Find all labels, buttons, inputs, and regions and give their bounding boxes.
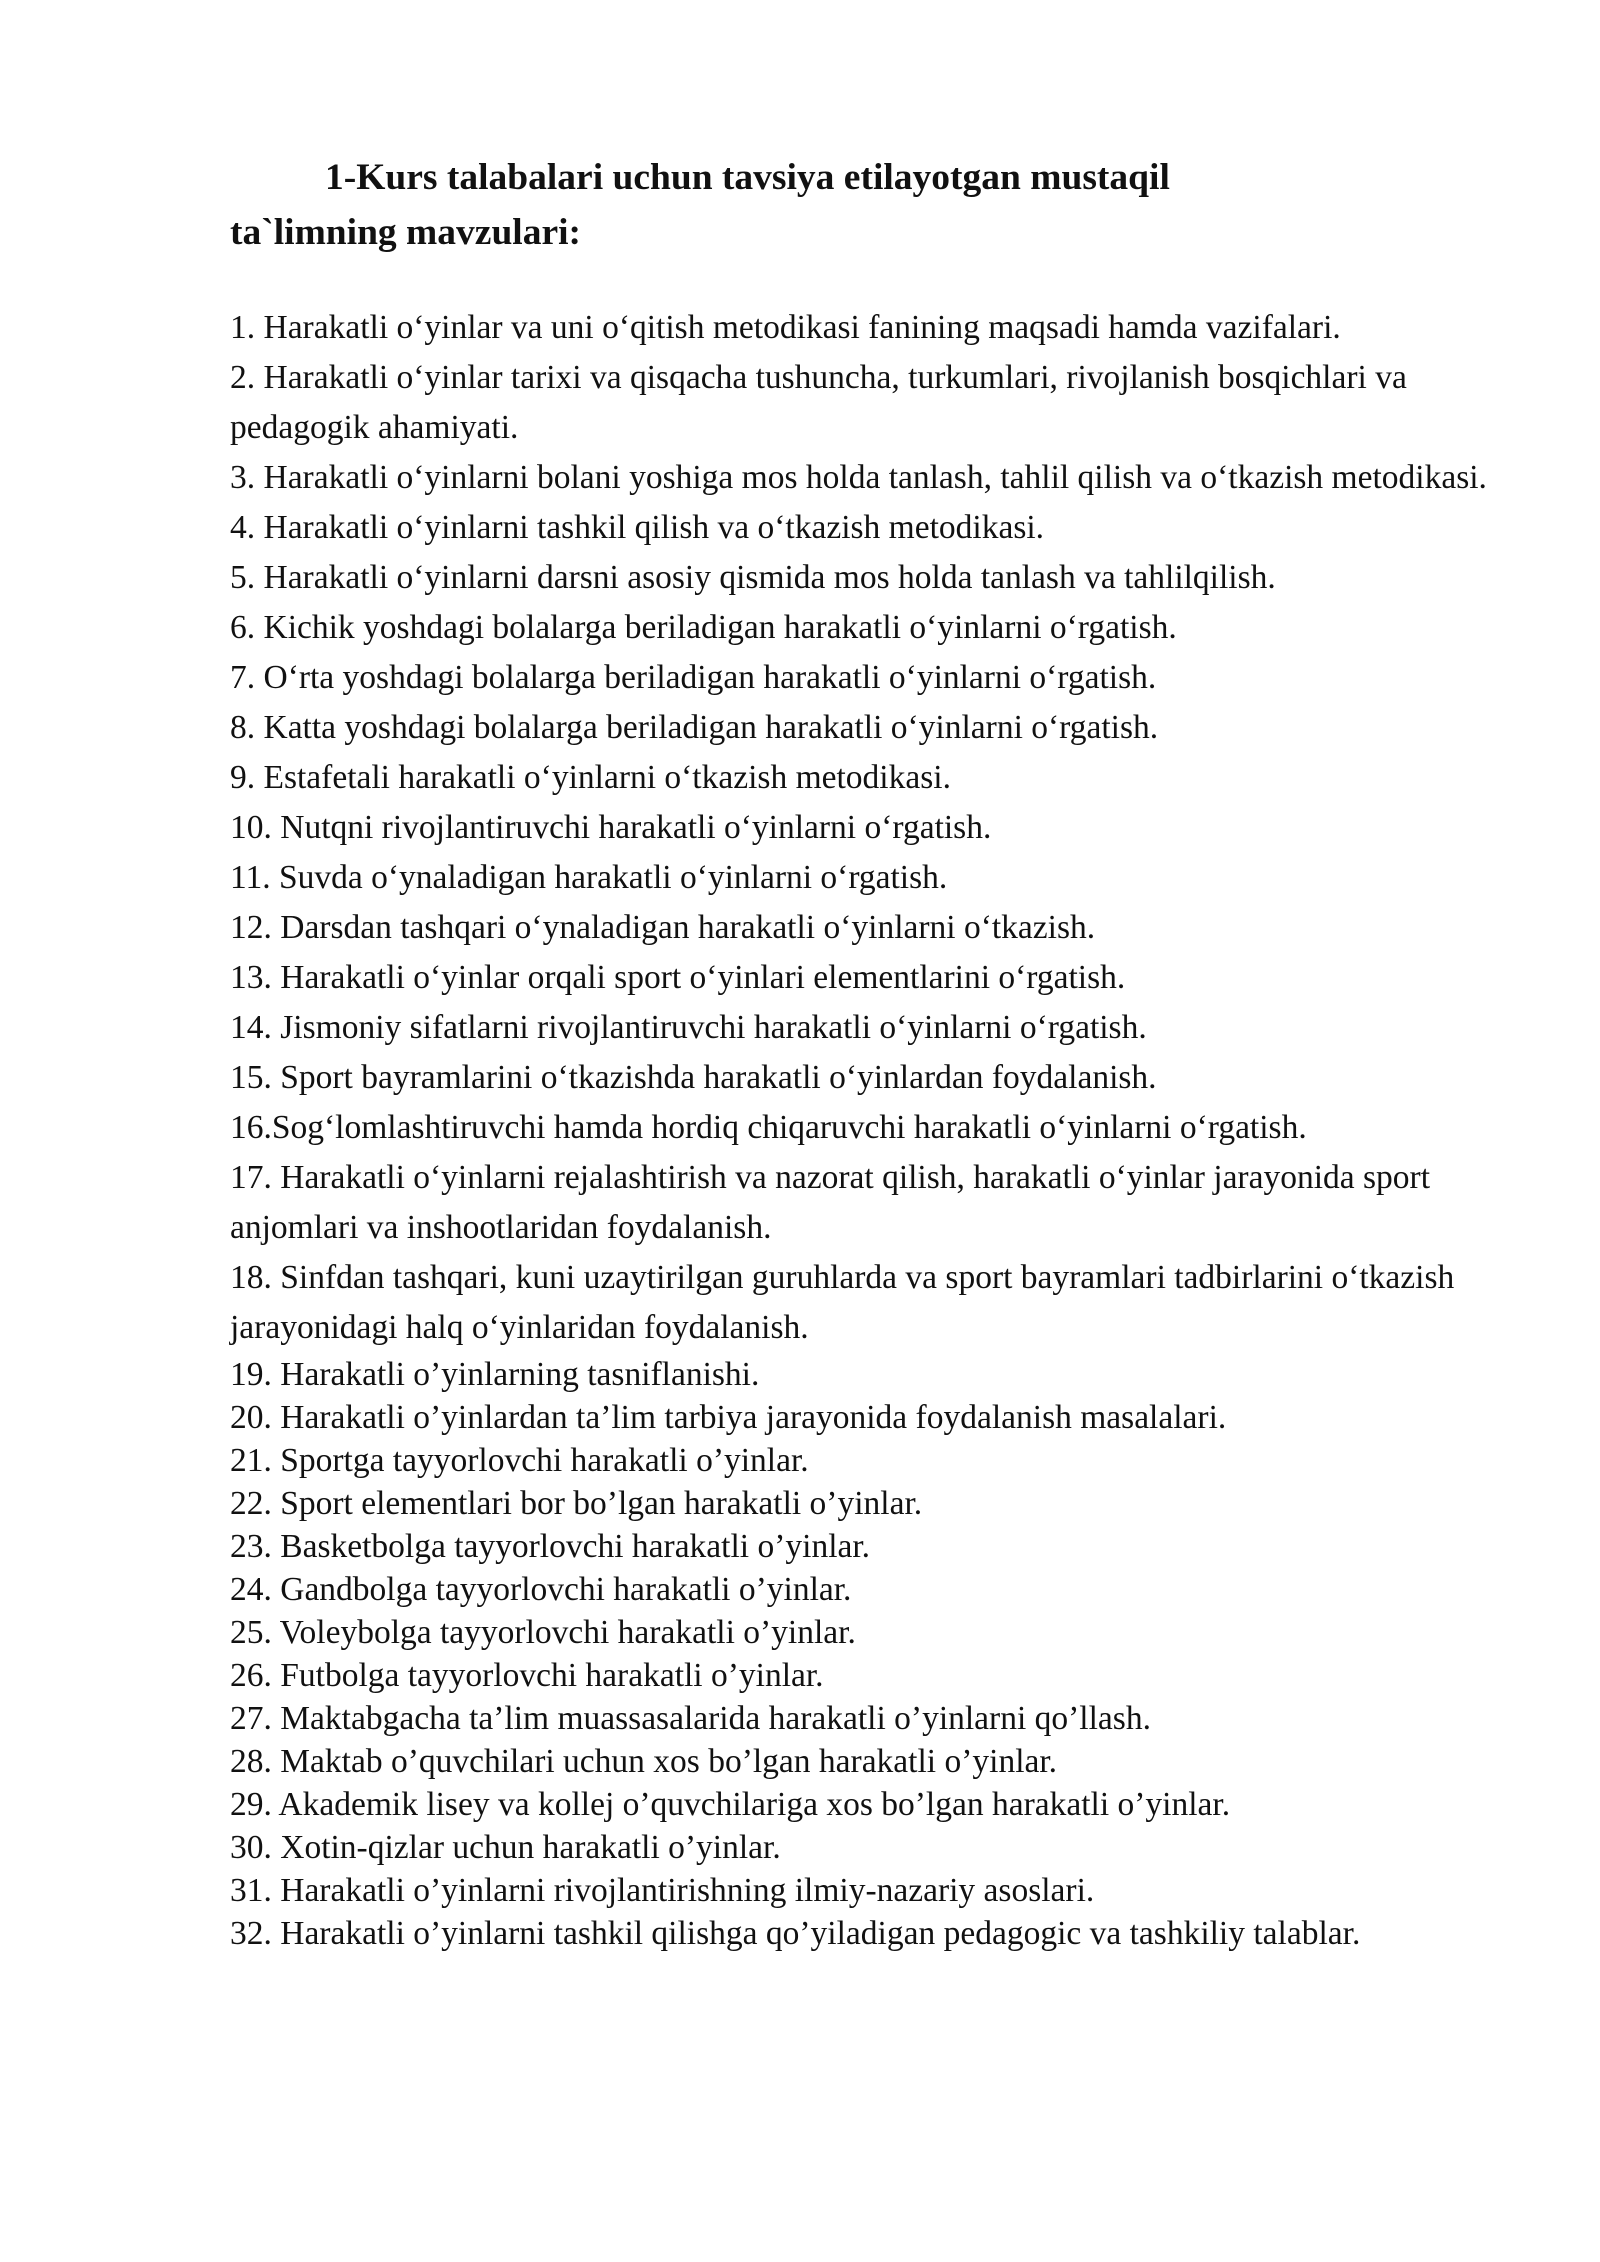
- list-item: 28. Maktab o’quvchilari uchun xos bo’lgan harakatli o’yinlar.: [230, 1743, 1058, 1780]
- list-item: 7. O‘rta yoshdagi bolalarga beriladigan harakatli o‘yinlarni o‘rgatish.: [230, 659, 1157, 696]
- list-item: 26. Futbolga tayyorlovchi harakatli o’yinlar.: [230, 1657, 824, 1694]
- list-item: 11. Suvda o‘ynaladigan harakatli o‘yinlarni o‘rgatish.: [230, 859, 948, 896]
- list-item: 15. Sport bayramlarini o‘tkazishda harakatli o‘yinlardan foydalanish.: [230, 1059, 1157, 1096]
- list-item: 29. Akademik lisey va kollej o’quvchilariga xos bo’lgan harakatli o’yinlar.: [230, 1786, 1231, 1823]
- document-title: 1-Kurs talabalari uchun tavsiya etilayotgan mustaqil ta`limning mavzulari:: [230, 157, 1170, 253]
- list-item: 20. Harakatli o’yinlardan ta’lim tarbiya jarayonida foydalanish masalalari.: [230, 1399, 1227, 1436]
- list-item: 1. Harakatli o‘yinlar va uni o‘qitish metodikasi fanining maqsadi hamda vazifalari.: [230, 309, 1341, 346]
- list-item: 6. Kichik yoshdagi bolalarga beriladigan harakatli o‘yinlarni o‘rgatish.: [230, 609, 1177, 646]
- list-item: 16.Sog‘lomlashtiruvchi hamda hordiq chiqaruvchi harakatli o‘yinlarni o‘rgatish.: [230, 1109, 1307, 1146]
- list-item: 14. Jismoniy sifatlarni rivojlantiruvchi harakatli o‘yinlarni o‘rgatish.: [230, 1009, 1147, 1046]
- list-item: 30. Xotin-qizlar uchun harakatli o’yinlar.: [230, 1829, 781, 1866]
- list-item: 2. Harakatli o‘yinlar tarixi va qisqacha tushuncha, turkumlari, rivojlanish bosqichlari va pedagogik ahamiyati.: [230, 359, 1407, 446]
- list-item: 32. Harakatli o’yinlarni tashkil qilishga qo’yiladigan pedagogic va tashkiliy talablar.: [230, 1915, 1361, 1952]
- list-item: 3. Harakatli o‘yinlarni bolani yoshiga mos holda tanlash, tahlil qilish va o‘tkazish metodikasi.: [230, 459, 1487, 496]
- list-item: 31. Harakatli o’yinlarni rivojlantirishning ilmiy-nazariy asoslari.: [230, 1872, 1095, 1909]
- list-item: 22. Sport elementlari bor bo’lgan harakatli o’yinlar.: [230, 1485, 923, 1522]
- list-item: 18. Sinfdan tashqari, kuni uzaytirilgan guruhlarda va sport bayramlari tadbirlarini o‘tkazish jarayonidagi halq o‘yinlaridan foydalanish.: [230, 1259, 1455, 1346]
- list-item: 10. Nutqni rivojlantiruvchi harakatli o‘yinlarni o‘rgatish.: [230, 809, 992, 846]
- list-item: 17. Harakatli o‘yinlarni rejalashtirish va nazorat qilish, harakatli o‘yinlar jarayonida sport anjomlari va inshootlaridan foydalanish.: [230, 1159, 1431, 1246]
- document-page: [230, 150, 1530, 1955]
- list-item: 21. Sportga tayyorlovchi harakatli o’yinlar.: [230, 1442, 809, 1479]
- list-item: 12. Darsdan tashqari o‘ynaladigan harakatli o‘yinlarni o‘tkazish.: [230, 909, 1096, 946]
- list-item: 24. Gandbolga tayyorlovchi harakatli o’yinlar.: [230, 1571, 852, 1608]
- topic-list: [230, 303, 1530, 1955]
- list-item: 25. Voleybolga tayyorlovchi harakatli o’yinlar.: [230, 1614, 856, 1651]
- list-item: 13. Harakatli o‘yinlar orqali sport o‘yinlari elementlarini o‘rgatish.: [230, 959, 1126, 996]
- list-item: 8. Katta yoshdagi bolalarga beriladigan harakatli o‘yinlarni o‘rgatish.: [230, 709, 1159, 746]
- list-item: 4. Harakatli o‘yinlarni tashkil qilish va o‘tkazish metodikasi.: [230, 509, 1045, 546]
- list-item: 19. Harakatli o’yinlarning tasniflanishi.: [230, 1356, 760, 1393]
- list-item: 23. Basketbolga tayyorlovchi harakatli o’yinlar.: [230, 1528, 871, 1565]
- list-item: 9. Estafetali harakatli o‘yinlarni o‘tkazish metodikasi.: [230, 759, 951, 796]
- list-item: 5. Harakatli o‘yinlarni darsni asosiy qismida mos holda tanlash va tahlilqilish.: [230, 559, 1276, 596]
- list-item: 27. Maktabgacha ta’lim muassasalarida harakatli o’yinlarni qo’llash.: [230, 1700, 1151, 1737]
